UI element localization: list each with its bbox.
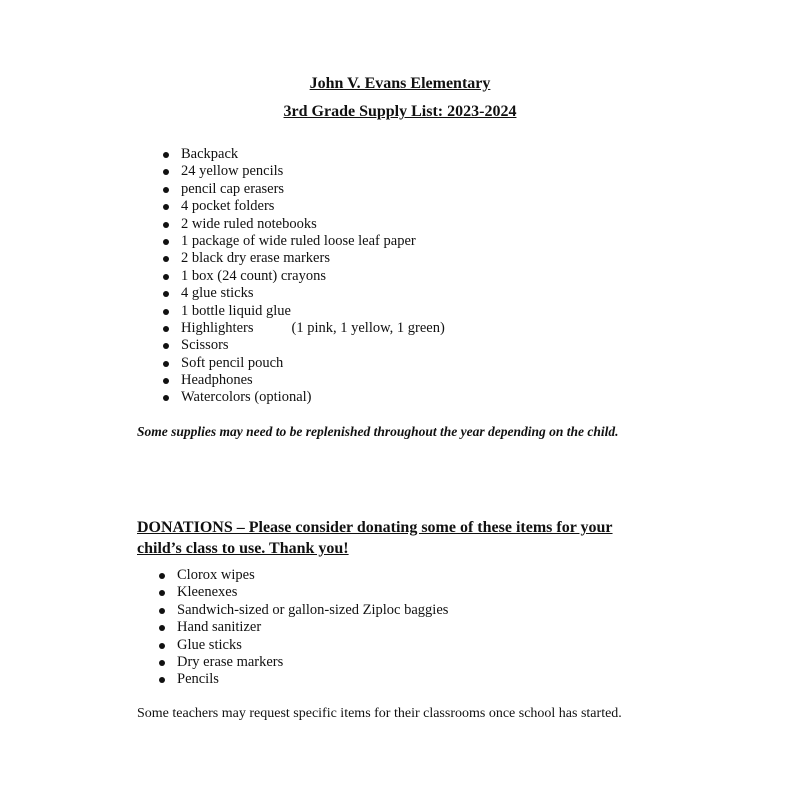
list-item: Backpack: [161, 146, 445, 163]
list-item: Sandwich-sized or gallon-sized Ziploc baggies: [157, 602, 448, 619]
list-item: 1 box (24 count) crayons: [161, 268, 445, 285]
list-title: 3rd Grade Supply List: 2023-2024: [283, 103, 517, 120]
list-item: 2 black dry erase markers: [161, 250, 445, 267]
list-item: Dry erase markers: [157, 654, 448, 671]
list-item: Kleenexes: [157, 584, 448, 601]
school-name: John V. Evans Elementary: [309, 75, 491, 92]
supply-list: [161, 146, 445, 407]
list-item: 1 bottle liquid glue: [161, 303, 445, 320]
list-item: 2 wide ruled notebooks: [161, 216, 445, 233]
list-item: Headphones: [161, 372, 445, 389]
footer-note: Some teachers may request specific items for their classrooms once school has started.: [137, 706, 622, 721]
highlighter-colors-note: (1 pink, 1 yellow, 1 green): [291, 319, 445, 336]
donations-heading: DONATIONS – Please consider donating some of these items for your child’s class to use. Thank you!: [137, 519, 613, 557]
list-item: Clorox wipes: [157, 567, 448, 584]
list-item: Pencils: [157, 671, 448, 688]
list-item: 1 package of wide ruled loose leaf paper: [161, 233, 445, 250]
list-item: Watercolors (optional): [161, 389, 445, 406]
list-item: Highlighters (1 pink, 1 yellow, 1 green): [161, 320, 445, 337]
list-item: 4 pocket folders: [161, 198, 445, 215]
donations-list: [157, 567, 448, 689]
list-item: Soft pencil pouch: [161, 355, 445, 372]
list-item: 24 yellow pencils: [161, 163, 445, 180]
list-item: 4 glue sticks: [161, 285, 445, 302]
supplies-note: Some supplies may need to be replenished throughout the year depending on the child.: [137, 424, 619, 439]
list-item: Glue sticks: [157, 637, 448, 654]
list-item: pencil cap erasers: [161, 181, 445, 198]
list-item: Hand sanitizer: [157, 619, 448, 636]
list-item: Scissors: [161, 337, 445, 354]
